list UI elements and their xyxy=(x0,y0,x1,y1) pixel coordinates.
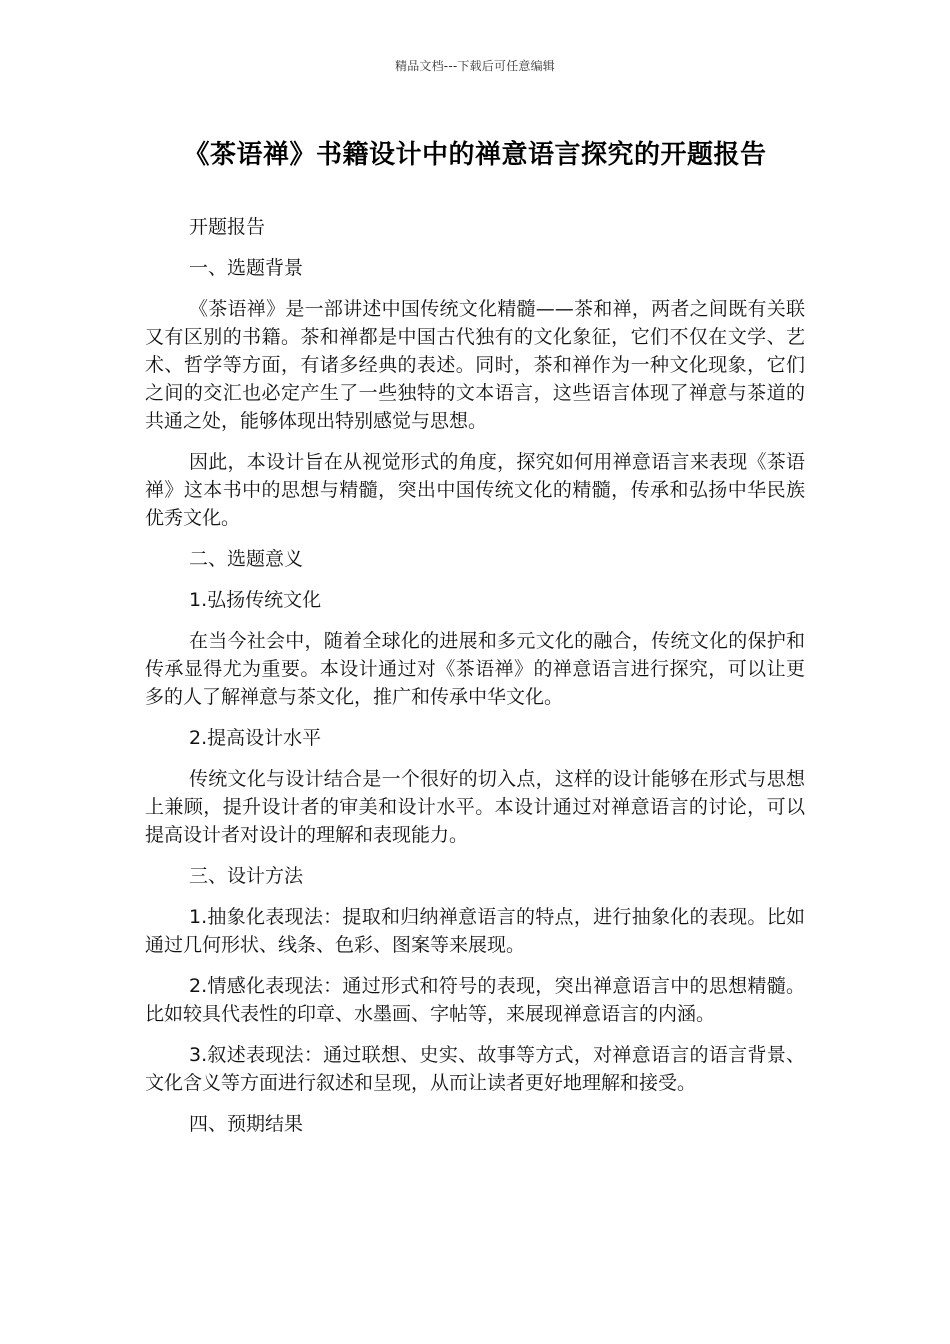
subheading-design-level: 2.提高设计水平 xyxy=(189,727,322,749)
header-note: 精品文档---下载后可任意编辑 xyxy=(395,59,555,73)
heading-significance: 二、选题意义 xyxy=(189,548,304,570)
paragraph-method-emotional: 2.情感化表现法：通过形式和符号的表现，突出禅意语言中的思想精髓。比如较具代表性的印章、水墨画、字帖等，来展现禅意语言的内涵。 xyxy=(145,975,805,1025)
paragraph-background-2: 因此，本设计旨在从视觉形式的角度，探究如何用禅意语言来表现《茶语禅》这本书中的思想与精髓，突出中国传统文化的精髓，传承和弘扬中华民族优秀文化。 xyxy=(145,451,805,529)
heading-background: 一、选题背景 xyxy=(189,257,304,279)
document-body xyxy=(145,213,805,1151)
paragraph-design-level: 传统文化与设计结合是一个很好的切入点，这样的设计能够在形式与思想上兼顾，提升设计者的审美和设计水平。本设计通过对禅意语言的讨论，可以提高设计者对设计的理解和表现能力。 xyxy=(145,768,805,846)
heading-expected-results: 四、预期结果 xyxy=(189,1113,304,1135)
paragraph-report-label: 开题报告 xyxy=(189,216,266,238)
heading-methods: 三、设计方法 xyxy=(189,865,304,887)
paragraph-method-abstract: 1.抽象化表现法：提取和归纳禅意语言的特点，进行抽象化的表现。比如通过几何形状、线条、色彩、图案等来展现。 xyxy=(145,906,805,956)
subheading-culture: 1.弘扬传统文化 xyxy=(189,589,322,611)
paragraph-culture: 在当今社会中，随着全球化的进展和多元文化的融合，传统文化的保护和传承显得尤为重要。本设计通过对《茶语禅》的禅意语言进行探究，可以让更多的人了解禅意与茶文化，推广和传承中华文化。 xyxy=(145,630,805,708)
document-title: 《茶语禅》书籍设计中的禅意语言探究的开题报告 xyxy=(183,140,767,170)
paragraph-background-1: 《茶语禅》是一部讲述中国传统文化精髓——茶和禅，两者之间既有关联又有区别的书籍。茶和禅都是中国古代独有的文化象征，它们不仅在文学、艺术、哲学等方面，有诸多经典的表述。同时，茶和禅作为一种文化现象，它们之间的交汇也必定产生了一些独特的文本语言，这些语言体现了禅意与茶道的共通之处，能够体现出特别感觉与思想。 xyxy=(145,298,805,432)
paragraph-method-narrative: 3.叙述表现法：通过联想、史实、故事等方式，对禅意语言的语言背景、文化含义等方面进行叙述和呈现，从而让读者更好地理解和接受。 xyxy=(145,1044,805,1094)
